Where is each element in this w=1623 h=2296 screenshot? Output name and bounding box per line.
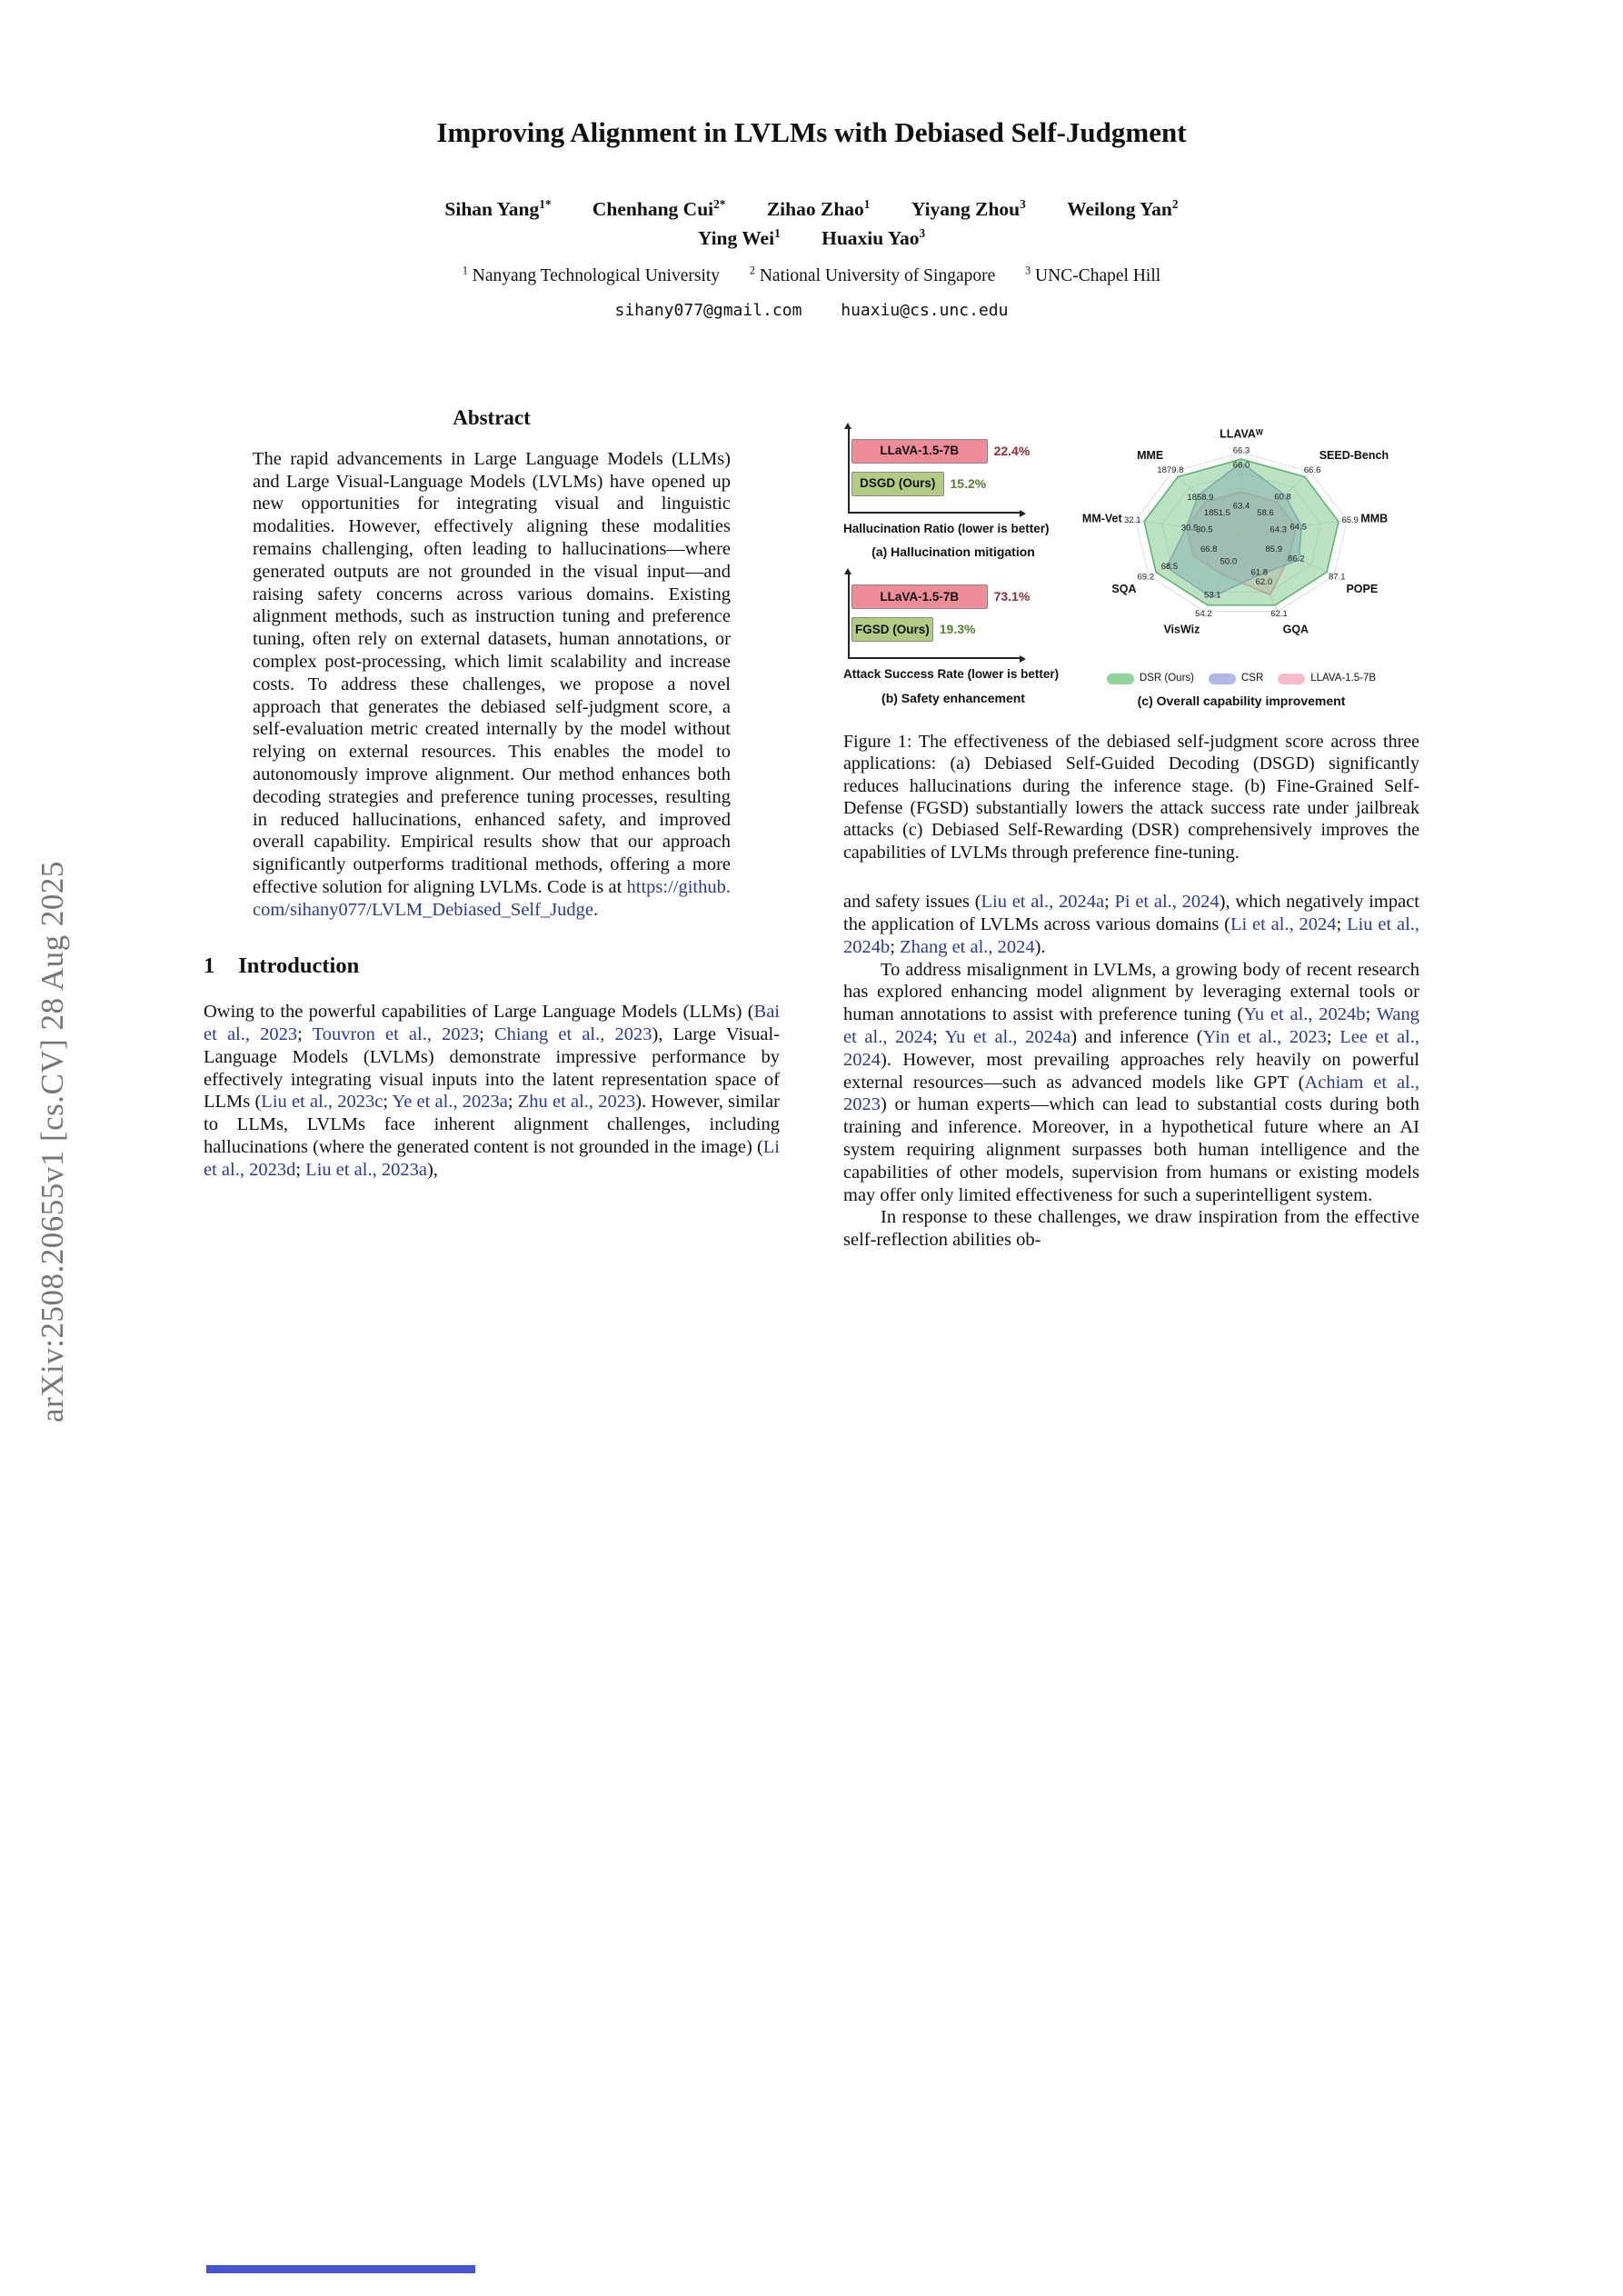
citation-link[interactable]: Touvron et al., 2023 xyxy=(312,1024,480,1044)
radar-value-label: 64.5 xyxy=(1289,522,1308,533)
text-run: ; xyxy=(507,1092,518,1113)
citation-link[interactable]: Bai et al., 2023 xyxy=(204,1002,780,1044)
author xyxy=(592,198,726,220)
citation-link[interactable]: Achiam et al., 2023 xyxy=(843,1072,1419,1115)
legend-label: CSR xyxy=(1240,673,1264,684)
text-run: . xyxy=(593,899,599,920)
radar-value-label: 60.8 xyxy=(1274,492,1291,503)
author xyxy=(444,198,551,220)
author-name: Ying Wei xyxy=(697,227,775,250)
radar-value-label: 1879.8 xyxy=(1157,464,1184,475)
radar-axis-label: POPE xyxy=(1346,582,1379,595)
radar-value-label: 66.6 xyxy=(1303,464,1321,475)
radar-value-label: 69.2 xyxy=(1137,572,1154,583)
radar-value-label: 61.8 xyxy=(1250,567,1269,578)
text-run: ). xyxy=(1034,936,1046,957)
email-address: huaxiu@cs.unc.edu xyxy=(841,301,1009,320)
radar-value-label: 86.2 xyxy=(1288,554,1305,564)
citation-link[interactable]: Chiang et al., 2023 xyxy=(494,1024,652,1044)
hallucination-axis-label: Hallucination Ratio (lower is better) xyxy=(843,522,1050,535)
legend-swatch-llava xyxy=(1278,674,1305,684)
figure-1 xyxy=(843,405,1419,863)
bar-llava-1-5-7b: LLaVA-1.5-7B xyxy=(851,439,988,464)
paper-title: Improving Alignment in LVLMs with Debiased Self-Judgment xyxy=(436,116,1187,148)
citation-link[interactable]: Liu et al., 2023c xyxy=(261,1092,383,1113)
author xyxy=(767,198,871,220)
author xyxy=(698,227,781,249)
radar-value-label: 66.0 xyxy=(1232,460,1250,471)
text-run: ; xyxy=(295,1159,306,1180)
citation-link[interactable]: Zhu et al., 2023 xyxy=(517,1092,636,1113)
affiliation-mark: 3 xyxy=(1025,264,1031,277)
figure-1-radar-area xyxy=(1063,405,1419,709)
citation-link[interactable]: Liu et al., 2024a xyxy=(981,892,1105,913)
radar-value-label: 62.1 xyxy=(1270,609,1288,620)
bar-value-label: 22.4% xyxy=(993,444,1031,459)
bottom-blue-strip xyxy=(206,2265,475,2273)
author xyxy=(821,227,925,249)
radar-value-label: 65.9 xyxy=(1341,514,1359,525)
affiliation xyxy=(1025,266,1160,285)
left-column xyxy=(204,405,780,1252)
text-run: The rapid advancements in Large Language Models (LLMs) and Large Visual-Language Models (LVLMs) have opened up new opportunities for integrating visual and linguistic modalities. However, effectively aligning these modalities remains challenging, often leading to hallucinations—where generated outputs are not grounded in the visual input—and raising safety concerns across various domains. Existing alignment methods, such as instruction tuning and preference tuning, often rely on external datasets, human annotations, or complex post-processing, which limit scalability and increase costs. To address these challenges, we propose a novel approach that generates the debiased self-judgment score, a self-evaluation metric created internally by the model without relying on external resources. This enables the model to autonomously improve alignment. Our method enhances both decoding strategies and preference tuning processes, resulting in reduced hallucinations, enhanced safety, and improved overall capability. Empirical results show that our approach significantly outperforms traditional methods, offering a more effective solution for aligning LVLMs. Code is at xyxy=(253,448,731,897)
legend-label: LLAVA-1.5-7B xyxy=(1310,673,1377,684)
section-title: Introduction xyxy=(238,953,360,978)
text-run: To address misalignment in LVLMs, a growing body of recent research has explored enhancing model alignment by leveraging external tools or human annotations to assist with preference tuning ( xyxy=(843,959,1419,1025)
radar-axis-label: MMB xyxy=(1360,512,1389,525)
radar-value-label: 1858.9 xyxy=(1187,493,1214,504)
text-run: ). However, similar to LLMs, LVLMs face inherent alignment challenges, including hallucinations (where the generated content is not grounded in the image) ( xyxy=(204,1092,781,1157)
legend-item-csr xyxy=(1209,673,1263,685)
text-run: Owing to the powerful capabilities of Large Language Models (LLMs) ( xyxy=(204,1002,754,1023)
bar-llava-1-5-7b: LLaVA-1.5-7B xyxy=(851,584,988,609)
text-run: ), Large Visual-Language Models (LVLMs) demonstrate impressive performance by effectively integrating visual inputs into the latent representation space of LLMs ( xyxy=(204,1024,780,1113)
text-run: ; xyxy=(1336,913,1348,934)
author-name: Huaxiu Yao xyxy=(821,227,920,250)
email-line xyxy=(204,301,1419,320)
radar-value-label: 87.1 xyxy=(1329,572,1346,583)
radar-value-label: 54.2 xyxy=(1195,609,1212,620)
author-name: Chenhang Cui xyxy=(592,198,714,220)
citation-link[interactable]: Yu et al., 2024a xyxy=(944,1026,1071,1047)
safety-bar-chart xyxy=(848,573,1031,659)
section-heading-introduction xyxy=(204,953,780,980)
radar-value-label: 64.3 xyxy=(1270,524,1287,535)
affiliation-name: Nanyang Technological University xyxy=(472,266,721,285)
text-run: ; xyxy=(297,1024,313,1044)
radar-chart xyxy=(1063,405,1419,671)
legend-item-llava xyxy=(1278,673,1376,685)
bar-fgsd-ours-: FGSD (Ours) xyxy=(851,617,933,642)
panel-a-caption: (a) Hallucination mitigation xyxy=(871,544,1035,560)
radar-value-label: 58.6 xyxy=(1257,507,1274,518)
author xyxy=(1067,198,1178,220)
bar-value-label: 15.2% xyxy=(950,476,987,492)
bar-value-label: 19.3% xyxy=(939,622,976,637)
legend-swatch-dsr xyxy=(1107,674,1134,684)
radar-value-label: 1851.5 xyxy=(1203,507,1230,518)
citation-link[interactable]: Pi et al., 2024 xyxy=(1114,892,1220,913)
text-run: ; xyxy=(890,936,901,957)
radar-axis-label: GQA xyxy=(1282,623,1309,636)
two-column-body xyxy=(204,405,1419,1252)
radar-legend xyxy=(1063,673,1419,685)
figure-1-bar-panels xyxy=(843,405,1063,709)
radar-axis-label: LLAVAᵂ xyxy=(1220,427,1263,441)
section-number: 1 xyxy=(204,953,215,978)
author-name: Yiyang Zhou xyxy=(911,198,1021,220)
figure-1-panels xyxy=(843,405,1419,709)
radar-series-dsr-ours- xyxy=(1144,459,1339,605)
affiliation-mark: 1 xyxy=(462,264,468,277)
affiliation-mark: 2 xyxy=(749,264,755,277)
citation-link[interactable]: Lee et al., 2024 xyxy=(843,1026,1419,1070)
bar-row xyxy=(851,584,1031,609)
abstract-text xyxy=(253,448,731,922)
abstract xyxy=(204,405,780,922)
panel-c-caption: (c) Overall capability improvement xyxy=(1137,693,1346,708)
legend-item-dsr xyxy=(1107,673,1194,685)
radar-value-label: 66.3 xyxy=(1232,445,1250,456)
affiliation xyxy=(750,266,995,285)
affiliation-name: National University of Singapore xyxy=(759,266,996,285)
bar-row xyxy=(851,617,1021,642)
authors-line-2 xyxy=(204,224,1419,253)
github-link[interactable]: https://github.com/sihany077/LVLM_Debiased_Self_Judge xyxy=(253,876,731,920)
email-address: sihany077@gmail.com xyxy=(614,301,802,320)
figure-1-caption: Figure 1: The effectiveness of the debiased self-judgment score across three applications: (a) Debiased Self-Guided Decoding (DSGD) significantly reduces hallucinations during the inference stage. (b) Fine-Grained Self-Defense (FGSD) substantially lowers the attack success rate under jailbreak attacks (c) Debiased Self-Rewarding (DSR) comprehensively improves the capabilities of LVLMs through preference fine-tuning. xyxy=(843,731,1419,863)
abstract-heading: Abstract xyxy=(453,406,531,429)
affiliation xyxy=(463,266,720,285)
text-run: ; xyxy=(1104,892,1115,913)
radar-axis-label: SEED-Bench xyxy=(1319,449,1389,463)
affiliations xyxy=(204,265,1419,287)
author-name: Zihao Zhao xyxy=(766,198,864,220)
bar-row xyxy=(851,472,1021,496)
body-paragraph-1 xyxy=(843,891,1419,958)
bar-row xyxy=(851,439,1031,464)
bar-value-label: 73.1% xyxy=(993,589,1031,604)
text-run: ; xyxy=(1326,1026,1340,1047)
radar-value-label: 32.1 xyxy=(1124,514,1141,525)
author-name: Weilong Yan xyxy=(1067,198,1172,220)
bar-dsgd-ours-: DSGD (Ours) xyxy=(851,472,944,496)
author-affil-mark: 1 xyxy=(863,196,871,211)
text-run: ; xyxy=(1365,1004,1377,1025)
author xyxy=(911,198,1026,220)
intro-paragraph-1 xyxy=(204,1001,780,1181)
radar-axis-label: SQA xyxy=(1111,582,1137,595)
legend-label: DSR (Ours) xyxy=(1139,673,1194,684)
affiliation-name: UNC-Chapel Hill xyxy=(1035,266,1161,285)
radar-value-label: 30.5 xyxy=(1180,523,1199,534)
radar-axis-label: MM-Vet xyxy=(1081,512,1122,525)
author-affil-mark: 1 xyxy=(774,226,781,241)
safety-axis-label: Attack Success Rate (lower is better) xyxy=(843,667,1060,682)
right-column xyxy=(843,405,1419,1252)
legend-swatch-csr xyxy=(1209,674,1236,684)
text-run: ) or human experts—which can lead to substantial costs during both training and inference. Moreover, in a hypothetical future where an AI system requiring alignment surpasses both human intelligence and the capabilities of other models, supervision from humans or existing models may offer only limited effectiveness for such a superintelligent system. xyxy=(843,1094,1419,1205)
author-affil-mark: 2* xyxy=(713,196,726,211)
text-run: ) and inference ( xyxy=(1070,1026,1203,1047)
text-run: ), xyxy=(426,1159,438,1180)
radar-value-label: 63.4 xyxy=(1232,501,1250,512)
citation-link[interactable]: Liu et al., 2024b xyxy=(843,913,1420,957)
author-affil-mark: 1* xyxy=(539,196,552,211)
citation-link[interactable]: Yu et al., 2024b xyxy=(1243,1004,1366,1025)
citation-link[interactable]: Ye et al., 2023a xyxy=(392,1092,508,1113)
radar-value-label: 85.9 xyxy=(1265,544,1283,554)
citation-link[interactable]: Li et al., 2024 xyxy=(1230,913,1337,934)
text-run: ). However, most prevailing approaches rely heavily on powerful external resources—such as advanced models like GPT ( xyxy=(843,1049,1419,1093)
text-run: and safety issues ( xyxy=(843,892,981,913)
text-run: ; xyxy=(479,1024,494,1044)
citation-link[interactable]: Liu et al., 2023a xyxy=(305,1159,427,1180)
author-name: Sihan Yang xyxy=(444,198,540,220)
text-run: ), which negatively impact the application of LVLMs across various domains ( xyxy=(843,892,1420,934)
authors-line-1 xyxy=(204,195,1419,224)
radar-axis-label: MME xyxy=(1137,449,1164,463)
author-affil-mark: 3 xyxy=(919,226,926,241)
author-affil-mark: 3 xyxy=(1020,196,1026,211)
arxiv-watermark: arXiv:2508.20655v1 [cs.CV] 28 Aug 2025 xyxy=(35,861,70,1423)
radar-value-label: 50.0 xyxy=(1220,556,1238,567)
panel-b-caption: (b) Safety enhancement xyxy=(881,690,1025,705)
body-paragraph-2 xyxy=(843,959,1419,1207)
radar-value-label: 53.1 xyxy=(1204,590,1221,601)
citation-link[interactable]: Zhang et al., 2024 xyxy=(900,936,1035,957)
text-run: ; xyxy=(932,1026,945,1047)
text-run: ; xyxy=(383,1092,393,1113)
radar-value-label: 68.5 xyxy=(1160,561,1179,572)
text-run: In response to these challenges, we draw inspiration from the effective self-reflection abilities ob- xyxy=(843,1207,1419,1251)
citation-link[interactable]: Wang et al., 2024 xyxy=(843,1004,1419,1047)
radar-axis-label: VisWiz xyxy=(1163,623,1200,636)
citation-link[interactable]: Yin et al., 2023 xyxy=(1202,1026,1327,1047)
radar-value-label: 30.5 xyxy=(1196,524,1213,535)
body-paragraph-3 xyxy=(843,1206,1419,1252)
radar-value-label: 62.0 xyxy=(1255,577,1273,588)
hallucination-bar-chart xyxy=(848,427,1031,514)
author-affil-mark: 2 xyxy=(1171,196,1179,211)
radar-value-label: 66.8 xyxy=(1200,544,1218,554)
citation-link[interactable]: Li et al., 2023d xyxy=(204,1136,780,1180)
